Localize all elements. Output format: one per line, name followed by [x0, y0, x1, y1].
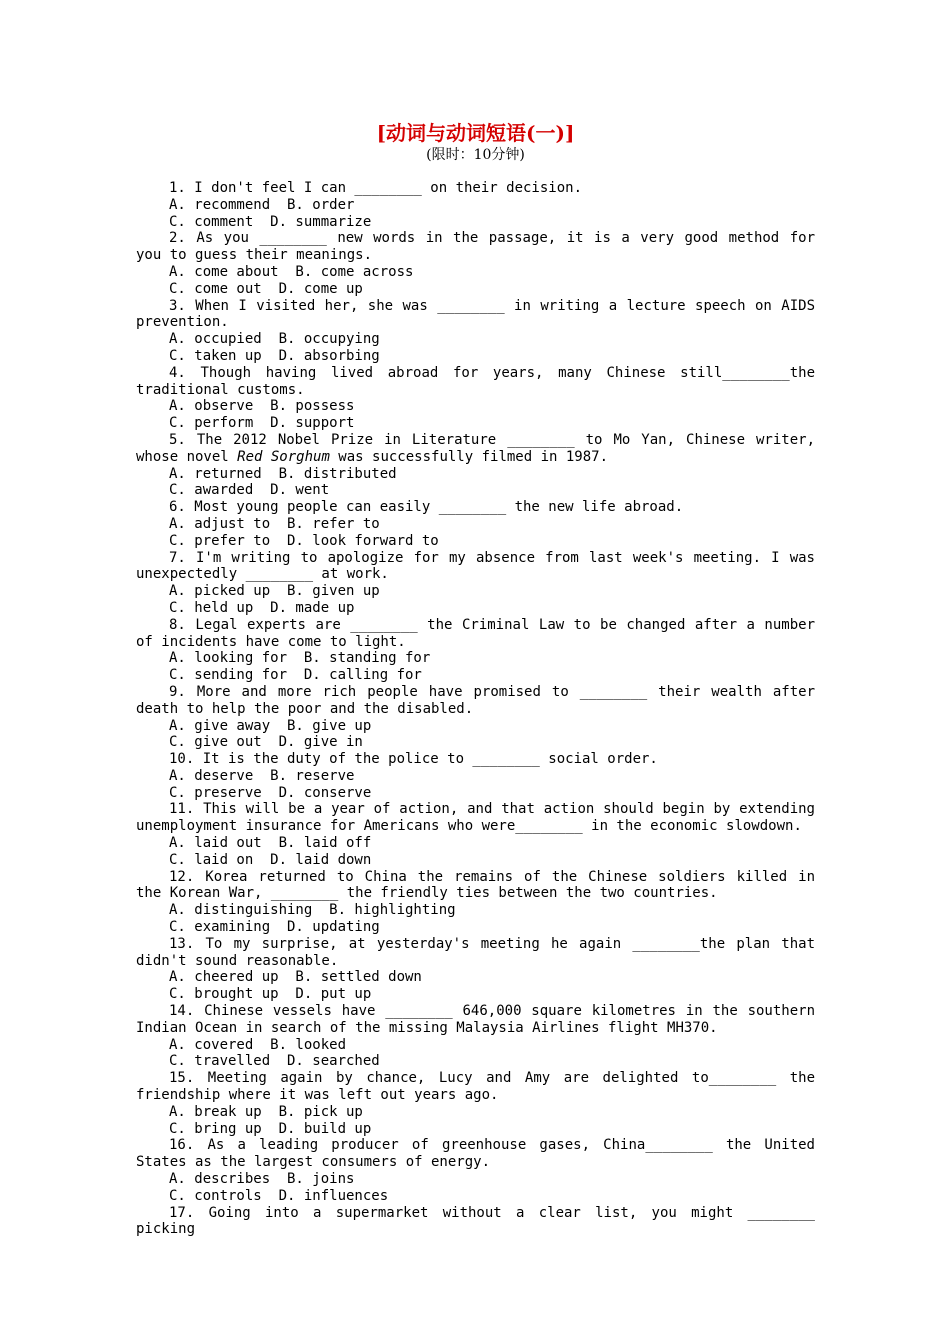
question-stem: 2. As you ________ new words in the passage, it is a very good method for you to guess their meanings.: [136, 230, 815, 264]
answer-options: A. returned B. distributed: [169, 465, 397, 482]
time-limit: (限时：10分钟): [426, 147, 525, 163]
answer-options: C. travelled D. searched: [169, 1053, 380, 1070]
answer-options: A. cheered up B. settled down: [169, 969, 422, 986]
question-stem: 3. When I visited her, she was ________ in writing a lecture speech on AIDS prevention.: [136, 297, 815, 331]
question-stem: 6. Most young people can easily ________ the new life abroad.: [169, 499, 684, 516]
answer-options: C. preserve D. conserve: [169, 784, 372, 801]
question-stem: 4. Though having lived abroad for years, many Chinese still________the traditional customs.: [136, 364, 815, 398]
answer-options: A. distinguishing B. highlighting: [169, 902, 456, 919]
question-stem: 13. To my surprise, at yesterday's meeting he again ________the plan that didn't sound reasonable.: [136, 935, 815, 969]
question-stem: 10. It is the duty of the police to ________ social order.: [169, 751, 658, 768]
answer-options: A. laid out B. laid off: [169, 835, 372, 852]
answer-options: C. bring up D. build up: [169, 1120, 372, 1137]
novel-title: Red Sorghum: [237, 448, 330, 465]
answer-options: A. deserve B. reserve: [169, 767, 355, 784]
answer-options: A. observe B. possess: [169, 398, 355, 415]
answer-options: C. comment D. summarize: [169, 213, 372, 230]
answer-options: A. occupied B. occupying: [169, 331, 380, 348]
question-stem-part: 5. The 2012 Nobel Prize in Literature ________ to Mo Yan, Chinese writer, whose novel: [136, 431, 815, 465]
answer-options: C. examining D. updating: [169, 919, 380, 936]
answer-options: A. describes B. joins: [169, 1171, 355, 1188]
answer-options: C. brought up D. put up: [169, 986, 372, 1003]
question-stem: 7. I'm writing to apologize for my absence from last week's meeting. I was unexpectedly ________ at work.: [136, 549, 815, 583]
answer-options: A. covered B. looked: [169, 1036, 347, 1053]
answer-options: C. controls D. influences: [169, 1187, 389, 1204]
answer-options: A. give away B. give up: [169, 717, 372, 734]
answer-options: A. recommend B. order: [169, 196, 355, 213]
answer-options: C. held up D. made up: [169, 599, 355, 616]
question-stem: 1. I don't feel I can ________ on their decision.: [169, 180, 583, 196]
question-stem: 16. As a leading producer of greenhouse gases, China________ the United States as the largest consumers of energy.: [136, 1137, 815, 1171]
question-stem: 15. Meeting again by chance, Lucy and Amy are delighted to________ the friendship where it was left out years ago.: [136, 1070, 815, 1104]
question-stem: 12. Korea returned to China the remains of the Chinese soldiers killed in the Korean War, ________ the friendly ties between the two countries.: [136, 868, 815, 902]
question-stem: 14. Chinese vessels have ________ 646,000 square kilometres in the southern Indian Ocean in search of the missing Malaysia Airlines flight MH370.: [136, 1003, 815, 1036]
answer-options: A. come about B. come across: [169, 263, 414, 280]
answer-options: C. give out D. give in: [169, 734, 363, 751]
answer-options: A. break up B. pick up: [169, 1103, 363, 1120]
question-stem: [136, 432, 815, 466]
question-stem-part: was successfully filmed in 1987.: [329, 448, 609, 465]
answer-options: A. adjust to B. refer to: [169, 515, 380, 532]
answer-options: C. come out D. come up: [169, 280, 363, 297]
answer-options: A. looking for B. standing for: [169, 650, 431, 667]
answer-options: C. awarded D. went: [169, 482, 330, 499]
question-list: [136, 180, 815, 1238]
answer-options: C. perform D. support: [169, 415, 355, 432]
answer-options: C. laid on D. laid down: [169, 851, 372, 868]
question-stem: 11. This will be a year of action, and that action should begin by extending unemployment insurance for Americans who were________ in the economic slowdown.: [136, 801, 815, 835]
question-stem: 8. Legal experts are ________ the Criminal Law to be changed after a number of incidents have come to light.: [136, 616, 815, 650]
question-stem: 17. Going into a supermarket without a clear list, you might ________ picking: [136, 1204, 815, 1238]
answer-options: A. picked up B. given up: [169, 583, 380, 600]
page-title: [动词与动词短语(一)]: [376, 121, 575, 145]
answer-options: C. prefer to D. look forward to: [169, 532, 439, 549]
question-stem: 9. More and more rich people have promised to ________ their wealth after death to help the poor and the disabled.: [136, 683, 815, 717]
answer-options: C. sending for D. calling for: [169, 667, 422, 684]
answer-options: C. taken up D. absorbing: [169, 347, 380, 364]
